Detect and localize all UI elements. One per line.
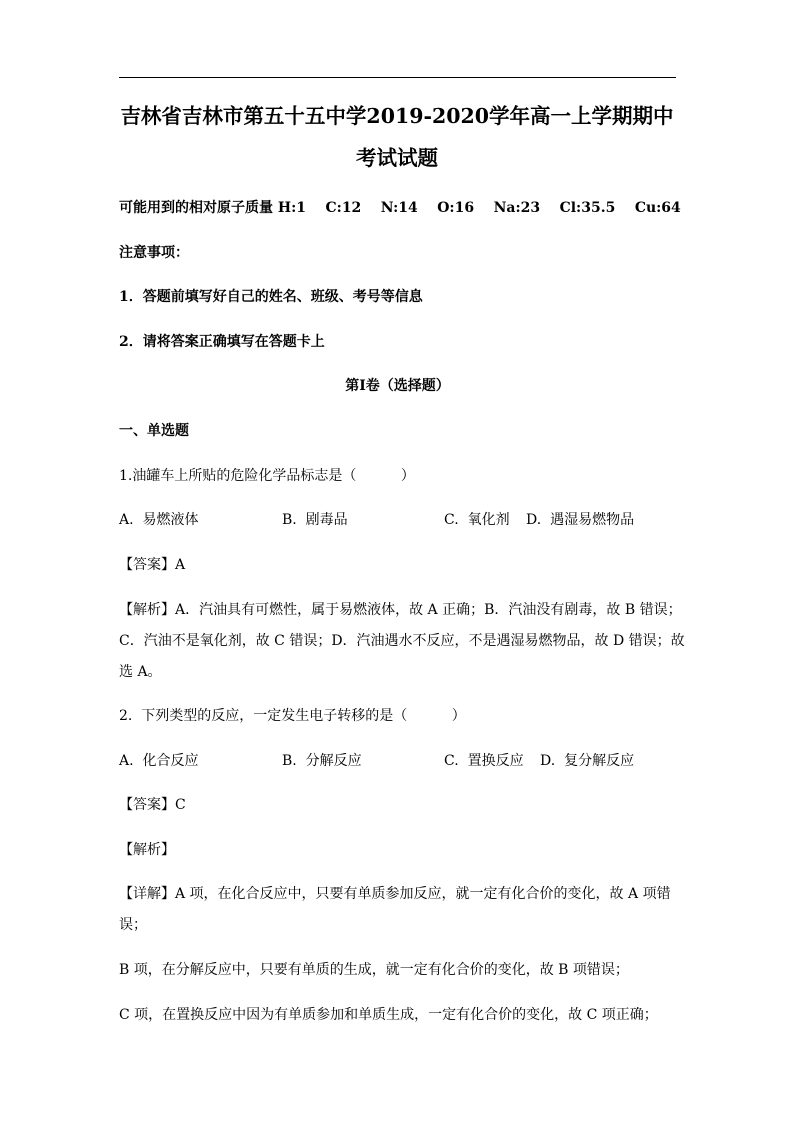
option-b: B. 分解反应	[282, 753, 362, 769]
option-c: C. 置换反应	[444, 753, 524, 769]
option-d: D. 遇湿易燃物品	[526, 512, 635, 528]
detail-line: C 项，在置换反应中因为有单质参加和单质生成，一定有化合价的变化，故 C 项正确；	[119, 1007, 658, 1023]
option-a: A. 易燃液体	[119, 512, 199, 528]
option-a: A. 化合反应	[119, 753, 199, 769]
answer-label: 【答案】A	[119, 557, 186, 573]
analysis-line: 【解析】A．汽油具有可燃性，属于易燃液体，故 A 正确；B．汽油没有剧毒，故 B 错误；	[119, 602, 682, 618]
atomic-masses: 可能用到的相对原子质量 H:1 C:12 N:14 O:16 Na:23 Cl:35.5 Cu:64	[119, 200, 681, 216]
question-stem: 1.油罐车上所贴的危险化学品标志是（ ）	[119, 468, 415, 484]
notes-heading: 注意事项：	[119, 245, 189, 261]
question-stem: 2. 下列类型的反应，一定发生电子转移的是（ ）	[119, 708, 466, 724]
option-c: C. 氧化剂	[444, 512, 510, 528]
analysis-line: 选 A。	[119, 664, 162, 680]
part-title: 一、单选题	[119, 423, 189, 439]
option-b: B. 剧毒品	[282, 512, 348, 528]
option-d: D. 复分解反应	[540, 753, 635, 769]
answer-label: 【答案】C	[119, 797, 186, 813]
analysis-line: C．汽油不是氧化剂，故 C 错误；D．汽油遇水不反应，不是遇湿易燃物品，故 D 错误；故	[119, 633, 685, 649]
analysis-heading: 【解析】	[119, 842, 175, 858]
detail-line: B 项，在分解反应中，只要有单质的生成，就一定有化合价的变化，故 B 项错误；	[119, 962, 629, 978]
note-item: 1．答题前填写好自己的姓名、班级、考号等信息	[119, 289, 423, 305]
volume-title: 第I卷（选择题）	[345, 378, 450, 394]
note-item: 2．请将答案正确填写在答题卡上	[119, 334, 325, 350]
detail-line: 误；	[119, 917, 147, 933]
document-title-line1: 吉林省吉林市第五十五中学2019-2020学年高一上学期期中	[120, 104, 674, 128]
detail-line: 【详解】A 项，在化合反应中，只要有单质参加反应，就一定有化合价的变化，故 A 项错	[119, 886, 671, 902]
header-rule	[119, 77, 676, 78]
document-title-line2: 考试试题	[356, 146, 438, 170]
